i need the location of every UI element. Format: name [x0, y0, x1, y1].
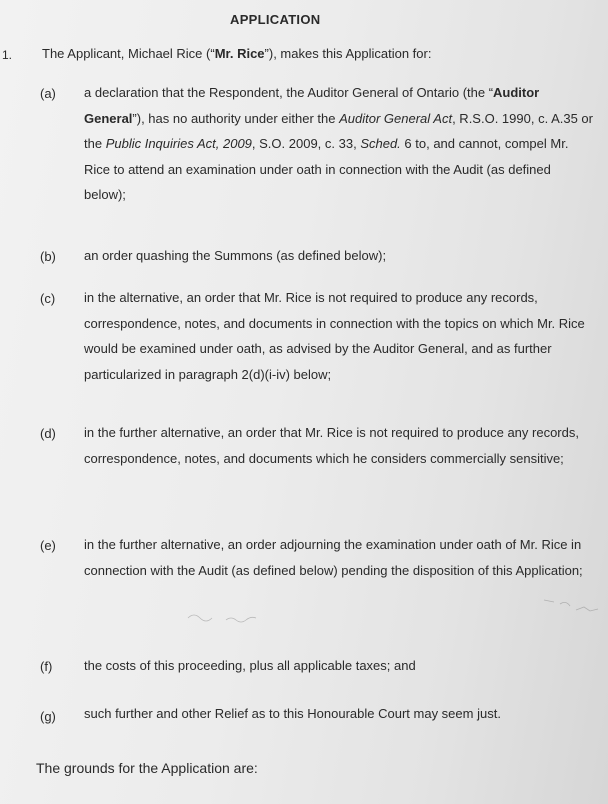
paragraph-number: 1. [2, 48, 13, 62]
item-text: an order quashing the Summons (as defined below); [84, 248, 387, 263]
item-text: in the alternative, an order that Mr. Rice is not required to produce any records, correspondence, notes, and documents in connection with the topics on which Mr. Rice would be examined under oath, as advised by the Auditor General, and as further particularized in paragraph 2(d)(i-iv) below; [84, 290, 585, 382]
item-text: in the further alternative, an order that Mr. Rice is not required to produce any records, correspondence, notes, and documents which he considers commercially sensitive; [84, 425, 579, 466]
pencil-mark [186, 606, 276, 626]
item-label: (e) [40, 538, 56, 553]
intro-sentence: The Applicant, Michael Rice (“Mr. Rice”), makes this Application for: [42, 46, 432, 61]
item-label: (b) [40, 249, 56, 264]
item-label: (c) [40, 291, 56, 306]
grounds-heading: The grounds for the Application are: [36, 760, 258, 776]
item-text: such further and other Relief as to this Honourable Court may seem just. [84, 706, 501, 721]
item-text: a declaration that the Respondent, the Auditor General of Ontario (the “Auditor General”), has no authority under either the Auditor General Act, R.S.O. 1990, c. A.35 or the Public Inquiries Act, 2009, S.O. 2009, c. 33, Sched. 6 to, and cannot, compel Mr. Rice to attend an examination under oath in connection with the Audit (as defined below); [84, 85, 593, 202]
item-text: in the further alternative, an order adjourning the examination under oath of Mr. Rice in connection with the Audit (as defined below) pending the disposition of this Application; [84, 537, 583, 578]
item-label: (d) [40, 426, 56, 441]
item-label: (g) [40, 709, 56, 724]
document-title: APPLICATION [230, 12, 321, 27]
item-label: (a) [40, 86, 56, 101]
pencil-mark [540, 594, 602, 620]
item-label: (f) [40, 659, 53, 674]
item-text: the costs of this proceeding, plus all applicable taxes; and [84, 658, 416, 673]
